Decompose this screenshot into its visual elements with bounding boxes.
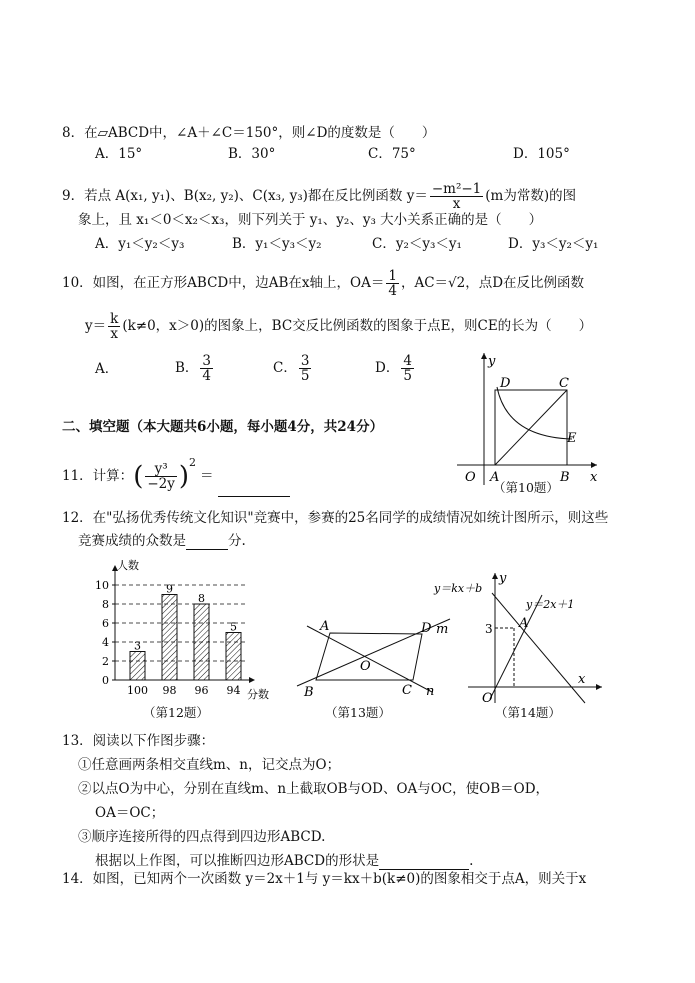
chart12-value-label: 9 <box>166 582 173 596</box>
fig14-label-y: y <box>499 571 507 586</box>
q10-k-den: x <box>110 326 119 342</box>
q9-line1-b: (m为常数)的图 <box>485 188 577 204</box>
q8-option-a: A．15° <box>95 146 143 162</box>
q11-power: 2 <box>189 456 197 469</box>
chart12-category-label: 96 <box>194 684 209 697</box>
q13-line2: ①任意画两条相交直线m、n，记交点为O； <box>78 757 341 773</box>
chart12-bar <box>194 604 209 680</box>
q11-num: y³ <box>145 462 177 477</box>
fig10-label-y: y <box>488 354 496 369</box>
chart12-category-label: 98 <box>162 684 177 697</box>
q13-line4: OA＝OC； <box>95 805 165 821</box>
chart12-category-label: 94 <box>226 684 241 697</box>
fig14-label-o: O <box>482 691 493 705</box>
fig10-label-a: A <box>490 470 500 485</box>
fig13-label-m: m <box>436 622 449 637</box>
q9-option-a: A．y₁＜y₂＜y₃ <box>95 236 185 252</box>
fig14-label-kxb: y＝kx＋b <box>434 582 483 595</box>
q10-line2 <box>85 308 592 344</box>
q8-stem: 8．在▱ABCD中，∠A＋∠C＝150°，则∠D的度数是（ ） <box>62 125 436 141</box>
q12-line2-b: 分. <box>228 533 246 549</box>
fig14-y-arrow <box>492 573 498 579</box>
q9-line2: 象上，且 x₁＜0＜x₂＜x₃，则下列关于 y₁、y₂、y₃ 大小关系正确的是（ ） <box>78 212 543 228</box>
q11 <box>62 443 290 497</box>
q11-eq: ＝ <box>200 468 214 484</box>
q10-b-num: 3 <box>202 353 212 369</box>
q12-line1: 12．在"弘扬优秀传统文化知识"竞赛中，参赛的25名同学的成绩情况如统计图所示，则这些 <box>62 510 609 526</box>
section2-title: 二、填空题（本大题共6小题，每小题4分，共24分） <box>62 419 384 435</box>
q13-line1: 13．阅读以下作图步骤： <box>62 733 215 749</box>
q11-fraction <box>145 462 177 491</box>
q10-y-eq: y＝ <box>85 318 107 334</box>
q9-line1-a: 9．若点 A(x₁, y₁)、B(x₂, y₂)、C(x₃, y₃)都在反比例函数 y＝ <box>62 188 428 204</box>
chart12-ytick-label: 10 <box>95 579 109 592</box>
chart12-ylabel: 人数 <box>117 559 139 572</box>
q10-oa-den: 4 <box>388 283 397 299</box>
q9-fraction <box>430 182 483 211</box>
fig14-x-arrow <box>596 684 602 690</box>
fig10-label-b: B <box>560 470 570 485</box>
fig14-label-3: 3 <box>485 622 493 636</box>
fig13-label-o: O <box>360 659 371 674</box>
fig13-label-b: B <box>304 685 314 700</box>
q10-option-b <box>175 350 215 386</box>
fig13-label-n: n <box>426 684 435 699</box>
q10-c-den: 5 <box>300 368 310 384</box>
chart12-ytick-label: 6 <box>102 617 109 630</box>
q9-line1 <box>62 178 576 214</box>
q13-line3: ②以点O为中心，分别在直线m、n上截取OB与OD、OA与OC，使OB＝OD， <box>78 781 550 797</box>
chart12-bar <box>162 595 177 681</box>
q10-option-d-frac <box>401 354 414 383</box>
fig12-caption: （第12题） <box>143 705 209 720</box>
q10-option-d <box>375 350 416 386</box>
fig13-label-a: A <box>320 619 330 634</box>
q9-option-b: B．y₁＜y₃＜y₂ <box>232 236 322 252</box>
chart12-group <box>95 558 269 701</box>
q10-option-c <box>273 350 313 386</box>
q8-option-d: D．105° <box>513 146 570 162</box>
q10-option-b-frac <box>200 354 213 383</box>
fig10-x-arrow <box>591 462 597 468</box>
q8-option-c: C．75° <box>368 146 416 162</box>
chart12-ytick-label: 4 <box>102 636 109 649</box>
chart12-xlabel: 分数 <box>247 688 269 701</box>
chart12-value-label: 3 <box>134 639 141 653</box>
q13-answer-blank[interactable] <box>379 853 469 870</box>
q10-option-a: A． <box>95 361 119 377</box>
chart12-ytick-label: 2 <box>102 655 109 668</box>
fig14-label-a: A <box>519 616 529 631</box>
q10-line1 <box>62 265 584 301</box>
q10-oa-fraction <box>386 269 399 298</box>
fig14-label-2x1: y＝2x＋1 <box>526 598 575 611</box>
chart12-ytick-label: 0 <box>102 674 109 687</box>
q9-frac-num: −m²−1 <box>431 181 482 197</box>
q10-option-c-frac <box>299 354 312 383</box>
q10-b-den: 4 <box>202 368 212 384</box>
q10-k-num: k <box>110 311 119 327</box>
chart12-value-label: 5 <box>230 620 237 634</box>
q10-line2-b: (k≠0，x＞0)的图象上，BC交反比例函数的图象于点E，则CE的长为（ ） <box>122 318 593 334</box>
q10-option-b-label: B． <box>175 360 199 376</box>
fig10-label-e: E <box>567 431 577 446</box>
figure-14 <box>430 565 615 705</box>
q10-c-num: 3 <box>300 353 310 369</box>
q13-line6-b: . <box>469 853 474 869</box>
q11-label: 11．计算： <box>62 468 134 484</box>
q10-d-num: 4 <box>403 353 412 369</box>
fig14-label-x: x <box>578 672 586 687</box>
q10-option-d-label: D． <box>375 360 400 376</box>
q11-paren-left: ( <box>133 461 144 492</box>
figure-12-chart <box>85 555 275 705</box>
q9-option-c: C．y₂＜y₃＜y₁ <box>372 236 462 252</box>
q9-frac-den: x <box>452 196 461 212</box>
q10-option-c-label: C． <box>273 360 297 376</box>
fig10-curve <box>497 387 572 439</box>
q13-line5: ③顺序连接所得的四点得到四边形ABCD. <box>78 829 326 845</box>
fig10-label-o: O <box>465 470 476 485</box>
fig13-label-c: C <box>402 683 412 698</box>
fig10-label-c: C <box>559 376 569 391</box>
q11-den: −2y <box>147 476 175 492</box>
chart12-category-label: 100 <box>127 684 148 697</box>
figure-13 <box>292 612 452 702</box>
q10-k-fraction <box>108 312 120 341</box>
chart12-bar <box>226 633 241 681</box>
fig14-caption: （第14题） <box>495 705 561 720</box>
q12-answer-blank[interactable] <box>186 533 228 550</box>
chart12-value-label: 8 <box>198 592 205 605</box>
fig10-label-x: x <box>590 470 598 485</box>
q13-line6-a: 根据以上作图，可以推断四边形ABCD的形状是 <box>95 853 380 869</box>
q13-line6 <box>95 852 473 870</box>
q14-line1: 14．如图，已知两个一次函数 y＝2x＋1与 y＝kx＋b(k≠0)的图象相交于点A，则关于x <box>62 871 587 887</box>
q11-answer-blank[interactable] <box>218 478 290 497</box>
fig10-label-d: D <box>500 376 511 391</box>
q8-option-b: B．30° <box>228 146 276 162</box>
q12-line2 <box>78 532 246 550</box>
q10-oa-num: 1 <box>388 268 397 284</box>
fig10-diagonal-ac <box>495 390 567 465</box>
q9-option-d: D．y₃＜y₂＜y₁ <box>508 236 599 252</box>
q10-line1-b: ，AC＝√2，点D在反比例函数 <box>400 275 585 291</box>
q10-d-den: 5 <box>403 368 412 384</box>
fig10-y-arrow <box>481 353 487 359</box>
q11-paren-right: ) <box>178 461 190 492</box>
q10-line1-a: 10．如图，在正方形ABCD中，边AB在x轴上，OA＝ <box>62 275 385 291</box>
fig13-caption: （第13题） <box>325 705 391 720</box>
q12-line2-a: 竞赛成绩的众数是 <box>78 533 186 549</box>
fig13-label-d: D <box>421 621 432 636</box>
chart12-x-arrow <box>249 677 255 683</box>
chart12-ytick-label: 8 <box>102 598 109 611</box>
chart12-bar <box>130 652 145 681</box>
fig10-caption: （第10题） <box>493 480 559 495</box>
figure-10 <box>452 345 612 495</box>
